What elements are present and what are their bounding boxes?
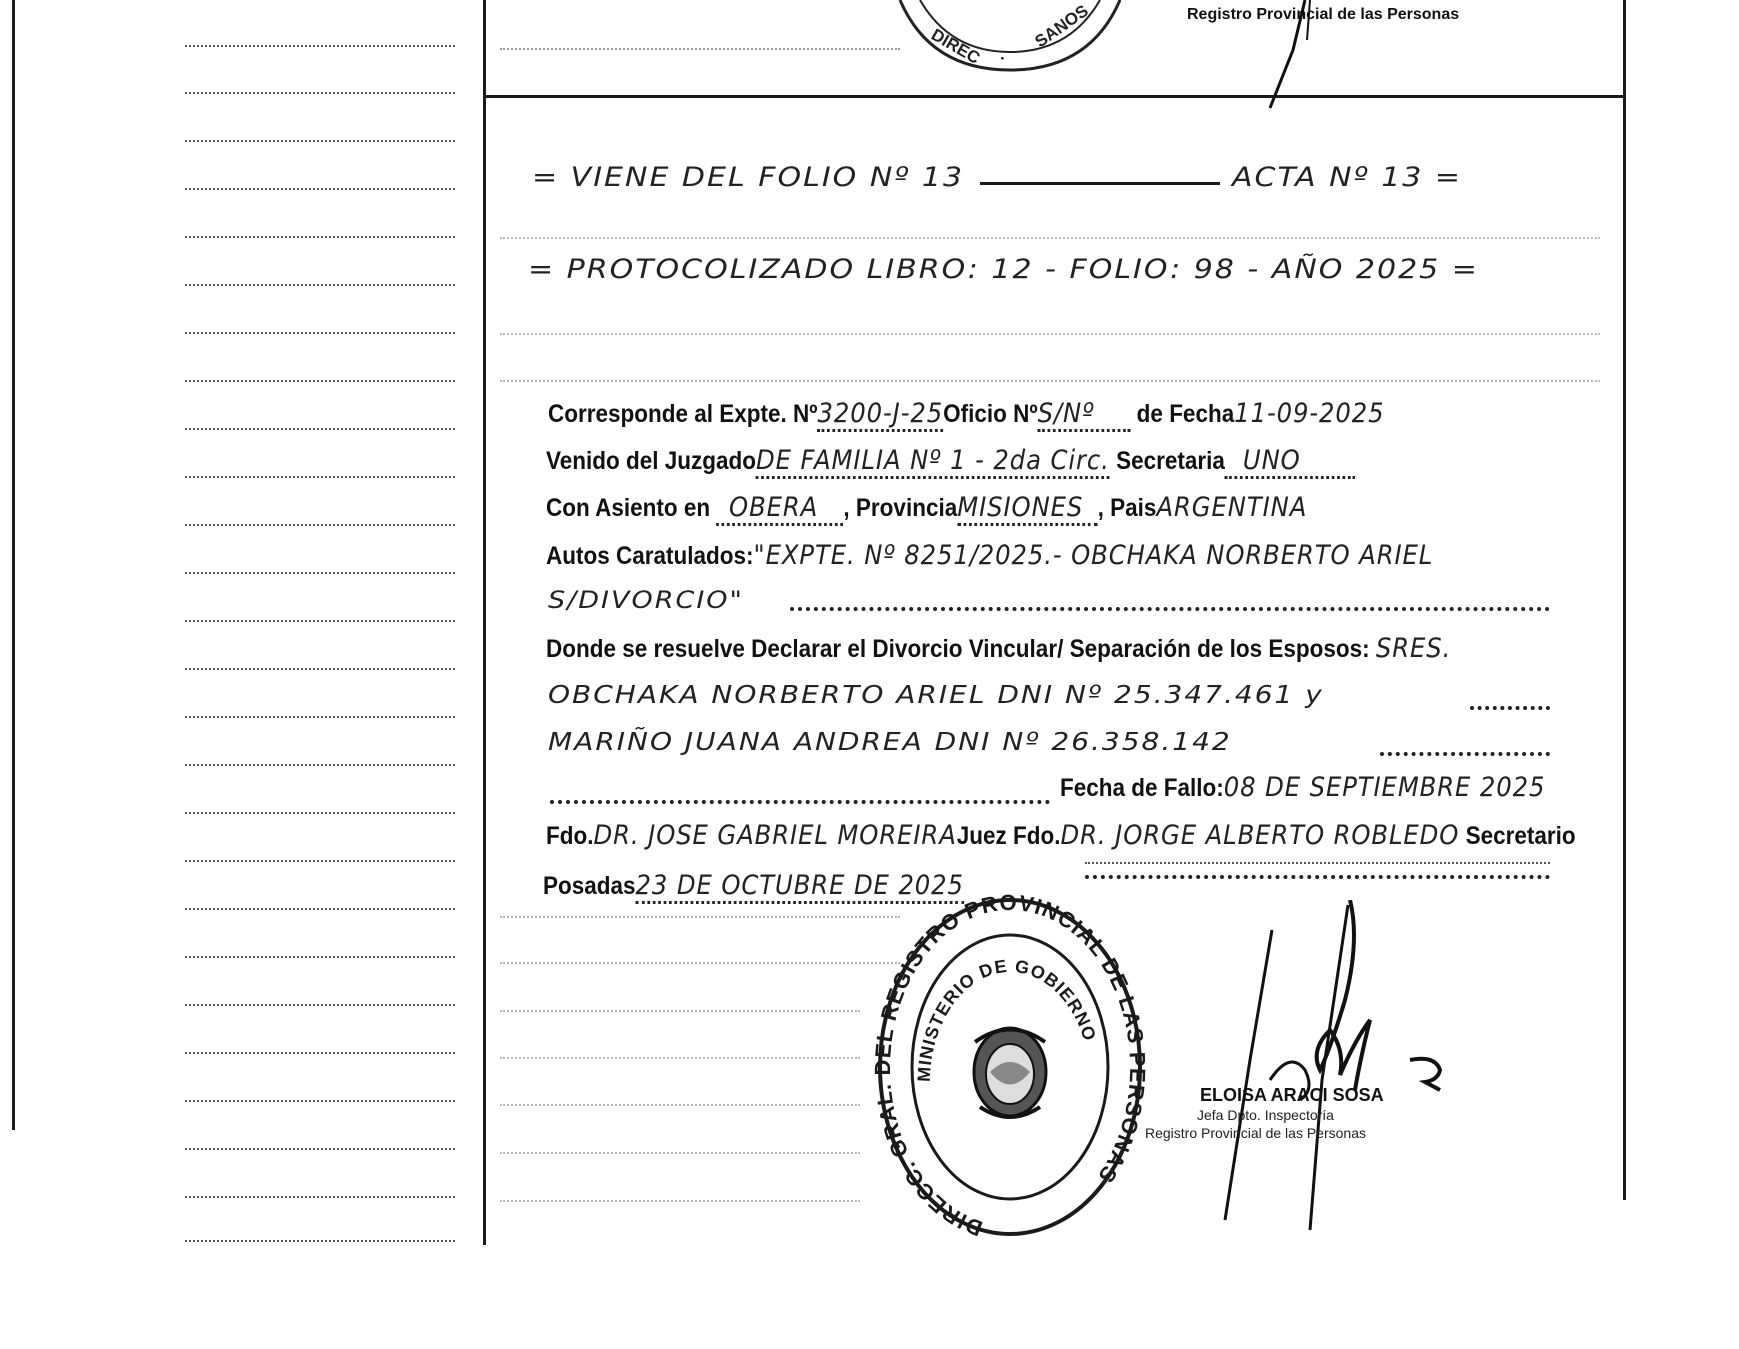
- right-border-line: [1623, 0, 1626, 1200]
- provincia-label: Provincia: [855, 494, 958, 522]
- left-margin-line: [12, 0, 15, 1130]
- autos-fill-dots: [790, 607, 1550, 611]
- autos-value-line1: "EXPTE. Nº 8251/2025.- OBCHAKA NORBERTO ARIEL: [753, 540, 1434, 571]
- signer-org: Registro Provincial de las Personas: [1145, 1125, 1366, 1141]
- fecha-value: 11-09-2025: [1234, 398, 1385, 429]
- donde-label: Donde se resuelve Declarar el Divorcio Vincular/ Separación de los Esposos:: [546, 635, 1370, 663]
- section-separator-line: [483, 95, 1625, 98]
- posadas-value: 23 DE OCTUBRE DE 2025: [636, 870, 964, 904]
- svg-text:·: ·: [1000, 49, 1006, 68]
- esposo-line: OBCHAKA NORBERTO ARIEL DNI Nº 25.347.461 y: [548, 679, 1324, 710]
- column-divider-line: [483, 0, 486, 1245]
- fallo-lead-dots: [550, 800, 1050, 804]
- pais-label: Pais: [1110, 494, 1157, 522]
- acta-number: ACTA Nº 13 =: [1232, 161, 1463, 194]
- asiento-value: OBERA: [716, 492, 843, 526]
- fallo-row: [1060, 772, 1545, 803]
- seal-inner-text: MINISTERIO DE GOBIERNO: [913, 955, 1101, 1083]
- oficio-value: S/Nº: [1038, 398, 1131, 432]
- asiento-label: Con Asiento en: [546, 494, 711, 522]
- posadas-fill-dots: [1085, 875, 1550, 879]
- signer-name: ELOISA ARACI SOSA: [1200, 1085, 1384, 1105]
- secretaria-label: Secretaria: [1116, 447, 1225, 475]
- expte-label: Corresponde al Expte. Nº: [548, 400, 818, 428]
- posadas-fill-dots-2: [1085, 862, 1550, 864]
- donde-row: [546, 633, 1451, 664]
- signer-title: Jefa Dpto. Inspectoría: [1197, 1107, 1334, 1123]
- svg-text:SANOS: SANOS: [1031, 1, 1092, 52]
- autos-row: [546, 540, 1433, 571]
- secretario-value: DR. JORGE ALBERTO ROBLEDO: [1060, 820, 1460, 851]
- esposo-fill-dots: [1470, 706, 1550, 710]
- esposa-fill-dots: [1380, 752, 1550, 756]
- top-partial-seal: [890, 0, 1140, 75]
- expte-row: [548, 398, 1384, 432]
- registry-seal: [870, 892, 1150, 1242]
- asiento-row: Con Asiento en OBERA , ProvinciaMISIONES , PaisARGENTINA: [546, 492, 1307, 526]
- posadas-label: Posadas: [543, 872, 636, 900]
- juzgado-row: [546, 445, 1355, 479]
- protocolizado-line: = PROTOCOLIZADO LIBRO: 12 - FOLIO: 98 - AÑO 2025 =: [528, 253, 1479, 286]
- juzgado-label: Venido del Juzgado: [546, 447, 757, 475]
- esposa-line: MARIÑO JUANA ANDREA DNI Nº 26.358.142: [548, 726, 1232, 757]
- secretario-label: Secretario: [1465, 822, 1576, 850]
- svg-text:DIREC: DIREC: [928, 25, 984, 68]
- seal-outer-text: DIRECC. GRAL. DEL REGISTRO PROVINCIAL DE LAS PERSONAS: [870, 892, 1150, 1242]
- autos-label: Autos Caratulados:: [546, 542, 754, 570]
- autos-value-line2: S/DIVORCIO": [548, 586, 744, 615]
- juez-label: Juez Fdo.: [956, 822, 1061, 850]
- pais-value: ARGENTINA: [1156, 492, 1308, 523]
- provincia-value: MISIONES: [957, 492, 1097, 526]
- juez-value: DR. JOSE GABRIEL MOREIRA: [593, 820, 957, 851]
- top-signature: [1255, 0, 1325, 110]
- fecha-label: de Fecha: [1136, 400, 1235, 428]
- top-signer-org-partial: Registro Provincial de las Personas: [1187, 6, 1460, 23]
- header-rule: [980, 182, 1220, 185]
- firmas-row: [546, 820, 1576, 851]
- donde-value: SRES.: [1375, 633, 1452, 664]
- coat-of-arms-icon: [974, 1028, 1046, 1117]
- handwritten-signature: [1210, 900, 1460, 1250]
- expte-value: 3200-J-25: [818, 398, 944, 432]
- juzgado-value: DE FAMILIA Nº 1 - 2da Circ.: [756, 445, 1110, 479]
- fdo-label: Fdo.: [546, 822, 594, 850]
- oficio-label: Oficio Nº: [943, 400, 1038, 428]
- viene-del-folio: = VIENE DEL FOLIO Nº 13: [532, 161, 965, 194]
- fallo-label: Fecha de Fallo:: [1060, 774, 1224, 802]
- secretaria-value: UNO: [1225, 445, 1355, 479]
- fallo-value: 08 DE SEPTIEMBRE 2025: [1223, 772, 1546, 803]
